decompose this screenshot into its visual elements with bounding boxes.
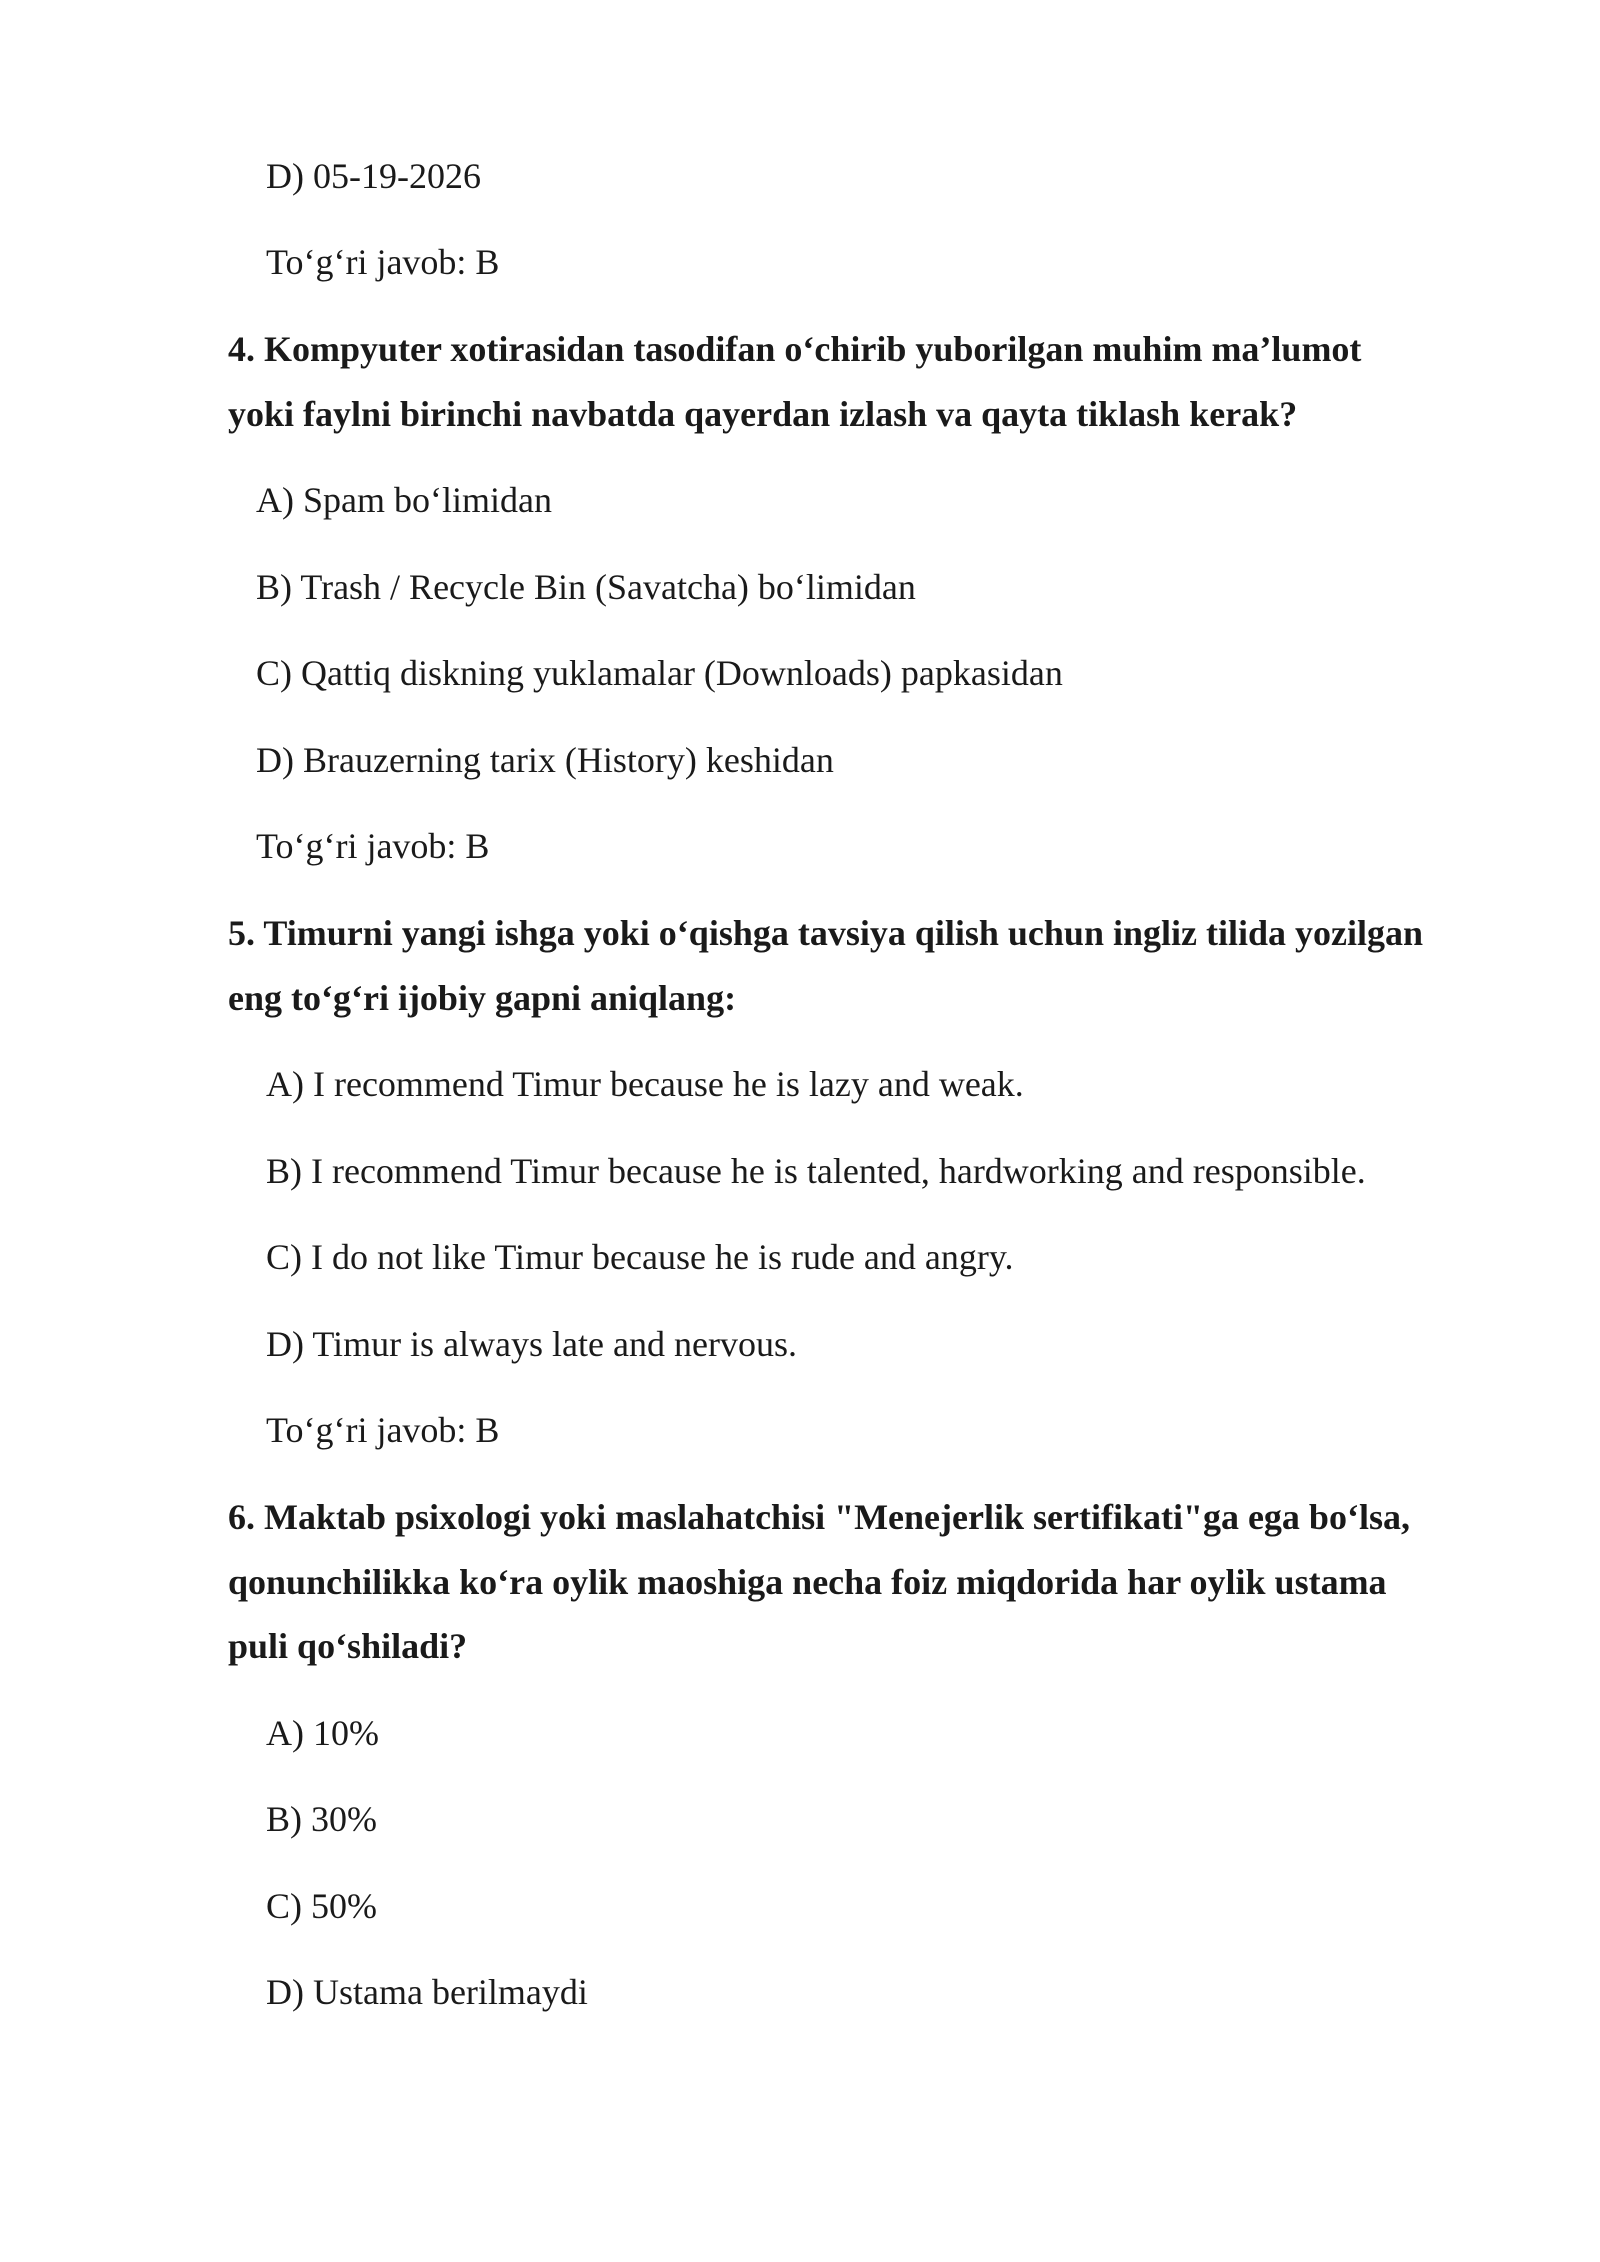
q4-option-c: C) Qattiq diskning yuklamalar (Downloads) papkasidan (256, 653, 1063, 693)
q5-option-a: A) I recommend Timur because he is lazy and weak. (266, 1064, 1024, 1104)
q5-answer: To‘g‘ri javob: B (266, 1410, 500, 1450)
q4-question-line2: yoki faylni birinchi navbatda qayerdan izlash va qayta tiklash kerak? (228, 394, 1298, 434)
q4-option-d: D) Brauzerning tarix (History) keshidan (256, 740, 834, 780)
q5-option-d: D) Timur is always late and nervous. (266, 1324, 797, 1364)
q4-option-b: B) Trash / Recycle Bin (Savatcha) bo‘limidan (256, 567, 916, 607)
q6-option-d: D) Ustama berilmaydi (266, 1972, 588, 2012)
q6-question-line1: 6. Maktab psixologi yoki maslahatchisi "Menejerlik sertifikati"ga ega bo‘lsa, (228, 1497, 1410, 1537)
q3-option-d: D) 05-19-2026 (266, 156, 481, 196)
q6-option-b: B) 30% (266, 1799, 377, 1839)
q6-option-c: C) 50% (266, 1886, 377, 1926)
q4-option-a: A) Spam bo‘limidan (256, 480, 552, 520)
q6-question-line2: qonunchilikka ko‘ra oylik maoshiga necha foiz miqdorida har oylik ustama (228, 1562, 1387, 1602)
q3-answer: To‘g‘ri javob: B (266, 242, 500, 282)
q5-option-b: B) I recommend Timur because he is talented, hardworking and responsible. (266, 1151, 1366, 1191)
q4-answer: To‘g‘ri javob: B (256, 826, 490, 866)
q5-option-c: C) I do not like Timur because he is rude and angry. (266, 1237, 1014, 1277)
q5-question-line1: 5. Timurni yangi ishga yoki o‘qishga tavsiya qilish uchun ingliz tilida yozilgan (228, 913, 1423, 953)
q5-question-line2: eng to‘g‘ri ijobiy gapni aniqlang: (228, 978, 737, 1018)
q6-option-a: A) 10% (266, 1713, 379, 1753)
q6-question-line3: puli qo‘shiladi? (228, 1626, 468, 1666)
q4-question-line1: 4. Kompyuter xotirasidan tasodifan o‘chirib yuborilgan muhim ma’lumot (228, 329, 1362, 369)
